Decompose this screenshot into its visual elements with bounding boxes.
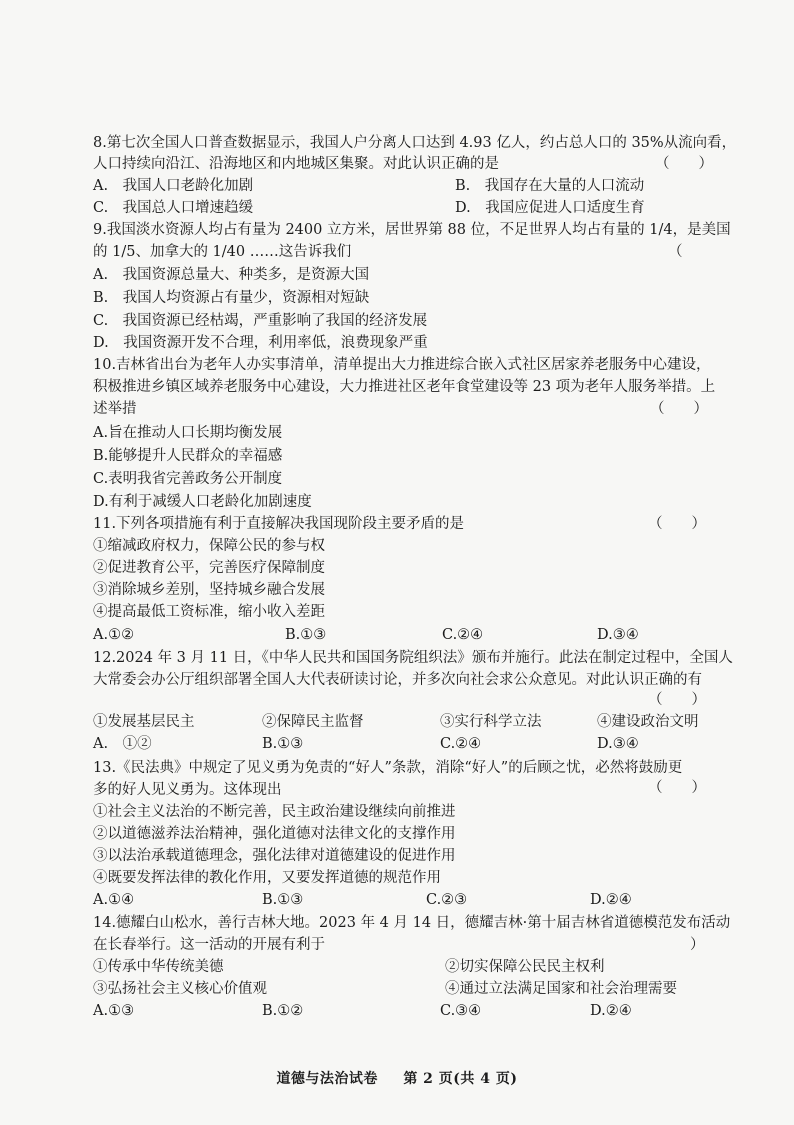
q13-item-1: ①社会主义法治的不断完善，民主政治建设继续向前推进: [93, 804, 456, 820]
q12-answer-paren: （ ）: [648, 692, 706, 708]
q10-option-b: B.能够提升人民群众的幸福感: [93, 448, 283, 464]
q12-item-3: ③实行科学立法: [440, 714, 542, 730]
q9-stem-line1: 9.我国淡水资源人均占有量为 2400 立方米，居世界第 88 位，不足世界人均占有量的 1/4，是美国: [93, 222, 731, 238]
q11-option-d: D.③④: [597, 627, 639, 643]
q10-option-d: D.有利于减缓人口老龄化加剧速度: [93, 494, 312, 510]
q11-option-b: B.①③: [285, 627, 327, 643]
q10-stem-line1: 10.吉林省出台为老年人办实事清单，清单提出大力推进综合嵌入式社区居家养老服务中心建设，: [93, 357, 711, 373]
q14-stem-line2: 在长春举行。这一活动的开展有利于: [93, 937, 325, 953]
q11-item-4: ④提高最低工资标准，缩小收入差距: [93, 604, 325, 620]
q10-option-a: A.旨在推动人口长期均衡发展: [93, 425, 283, 441]
q12-item-1: ①发展基层民主: [93, 714, 195, 730]
q9-answer-paren: （: [668, 244, 683, 260]
q12-option-d: D.③④: [597, 736, 639, 752]
q14-option-d: D.②④: [590, 1003, 632, 1019]
q14-item-2: ②切实保障公民民主权利: [445, 959, 605, 975]
q13-option-c: C.②③: [426, 892, 468, 908]
q13-option-a: A.①④: [93, 892, 135, 908]
q13-stem-line2: 多的好人见义勇为。这体现出: [93, 782, 282, 798]
q12-item-4: ④建设政治文明: [597, 714, 699, 730]
q11-item-1: ①缩减政府权力，保障公民的参与权: [93, 538, 325, 554]
q8-option-a: A. 我国人口老龄化加剧: [93, 178, 254, 194]
q11-option-c: C.②④: [442, 627, 484, 643]
q13-option-d: D.②④: [590, 892, 632, 908]
q8-answer-paren: （ ）: [655, 156, 713, 172]
q12-option-a: A. ①②: [93, 736, 152, 752]
q8-option-b: B. 我国存在大量的人口流动: [455, 178, 645, 194]
q14-stem-line1: 14.德耀白山松水，善行吉林大地。2023 年 4 月 14 日，德耀吉林·第十届吉林省道德模范发布活动: [93, 915, 731, 931]
q13-answer-paren: （ ）: [648, 780, 706, 796]
q11-stem: 11.下列各项措施有利于直接解决我国现阶段主要矛盾的是: [93, 516, 465, 532]
q14-option-c: C.③④: [440, 1003, 482, 1019]
q12-stem-line1: 12.2024 年 3 月 11 日，《中华人民共和国国务院组织法》颁布并施行。此法在制定过程中，全国人: [93, 650, 733, 666]
q13-stem-line1: 13.《民法典》中规定了见义勇为免责的“好人”条款，消除“好人”的后顾之忧，必然将鼓励更: [93, 760, 683, 776]
q9-option-a: A. 我国资源总量大、种类多，是资源大国: [93, 267, 370, 283]
q11-item-3: ③消除城乡差别，坚持城乡融合发展: [93, 582, 325, 598]
q8-option-d: D. 我国应促进人口适度生育: [455, 200, 645, 216]
q8-stem-line1: 8.第七次全国人口普查数据显示，我国人户分离人口达到 4.93 亿人，约占总人口的 35%从流向看，: [93, 135, 737, 151]
footer-subject: 道德与法治试卷: [276, 1071, 378, 1087]
q8-stem-line2: 人口持续向沿江、沿海地区和内地城区集聚。对此认识正确的是: [93, 156, 499, 172]
q13-item-3: ③以法治承载道德理念，强化法律对道德建设的促进作用: [93, 848, 456, 864]
page-footer: [0, 1068, 794, 1088]
q9-option-b: B. 我国人均资源占有量少，资源相对短缺: [93, 290, 370, 306]
q11-item-2: ②促进教育公平，完善医疗保障制度: [93, 560, 325, 576]
q14-option-b: B.①②: [262, 1003, 304, 1019]
q9-stem-line2: 的 1/5、加拿大的 1/40 ……这告诉我们: [93, 244, 352, 260]
q12-item-2: ②保障民主监督: [262, 714, 364, 730]
q12-stem-line2: 大常委会办公厅组织部署全国人大代表研读讨论，并多次向社会求公众意见。对此认识正确的有: [93, 672, 702, 688]
q14-item-1: ①传承中华传统美德: [93, 959, 224, 975]
q8-option-c: C. 我国总人口增速趋缓: [93, 200, 254, 216]
q14-item-3: ③弘扬社会主义核心价值观: [93, 981, 267, 997]
q9-option-d: D. 我国资源开发不合理，利用率低，浪费现象严重: [93, 335, 428, 351]
q10-stem-line2: 积极推进乡镇区域养老服务中心建设，大力推进社区老年食堂建设等 23 项为老年人服务举措。上: [93, 379, 716, 395]
q11-answer-paren: （ ）: [648, 516, 706, 532]
q13-item-2: ②以道德滋养法治精神，强化道德对法律文化的支撑作用: [93, 826, 456, 842]
q14-option-a: A.①③: [93, 1003, 135, 1019]
q11-option-a: A.①②: [93, 627, 135, 643]
q14-answer-paren: ）: [690, 937, 705, 953]
q14-item-4: ④通过立法满足国家和社会治理需要: [445, 981, 677, 997]
q13-option-b: B.①③: [262, 892, 304, 908]
q10-option-c: C.表明我省完善政务公开制度: [93, 471, 283, 487]
q9-option-c: C. 我国资源已经枯竭，严重影响了我国的经济发展: [93, 313, 428, 329]
q10-answer-paren: （ ）: [650, 401, 708, 417]
footer-page-number: 第 2 页(共 4 页): [403, 1071, 518, 1087]
q10-stem-line3: 述举措: [93, 401, 137, 417]
q13-item-4: ④既要发挥法律的教化作用，又要发挥道德的规范作用: [93, 870, 441, 886]
q12-option-b: B.①③: [262, 736, 304, 752]
q12-option-c: C.②④: [440, 736, 482, 752]
